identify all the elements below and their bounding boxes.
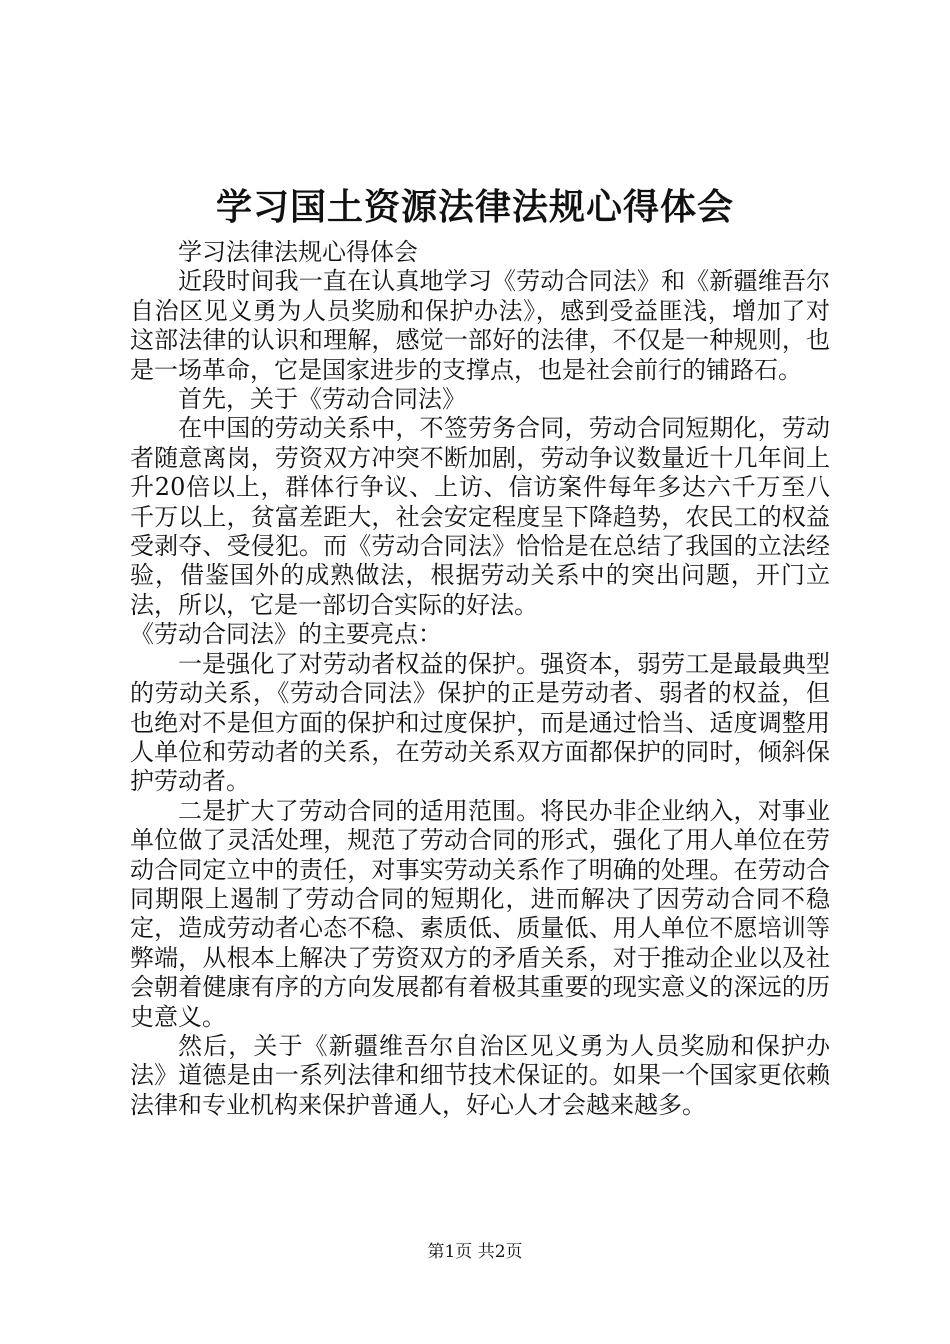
section-heading-paragraph: 首先，关于《劳动合同法》 bbox=[178, 385, 466, 414]
subtitle-paragraph: 学习法律法规心得体会 bbox=[178, 238, 418, 266]
body-paragraph: 近段时间我一直在认真地学习《劳动合同法》和《新疆维吾尔自治区见义勇为人员奖励和保护办法》，感到受益匪浅，增加了对这部法律的认识和理解，感觉一部好的法律，不仅是一种规则，也是一场革命，它是国家进步的支撑点，也是社会前行的铺路石。 bbox=[130, 267, 830, 384]
body-paragraph: 然后，关于《新疆维吾尔自治区见义勇为人员奖励和保护办法》道德是由一系列法律和细节技术保证的。如果一个国家更依赖法律和专业机构来保护普通人，好心人才会越来越多。 bbox=[130, 1031, 830, 1119]
body-paragraph: 一是强化了对劳动者权益的保护。强资本，弱劳工是最最典型的劳动关系，《劳动合同法》保护的正是劳动者、弱者的权益，但也绝对不是但方面的保护和过度保护，而是通过恰当、适度调整用人单位和劳动者的关系，在劳动关系双方面都保护的同时，倾斜保护劳动者。 bbox=[130, 649, 830, 796]
body-paragraph: 二是扩大了劳动合同的适用范围。将民办非企业纳入，对事业单位做了灵活处理，规范了劳动合同的形式，强化了用人单位在劳动合同定立中的责任，对事实劳动关系作了明确的处理。在劳动合同期限上遏制了劳动合同的短期化，进而解决了因劳动合同不稳定，造成劳动者心态不稳、素质低、质量低、用人单位不愿培训等弊端，从根本上解决了劳资双方的矛盾关系，对于推动企业以及社会朝着健康有序的方向发展都有着极其重要的现实意义的深远的历史意义。 bbox=[130, 796, 830, 1031]
body-paragraph: 在中国的劳动关系中，不签劳务合同，劳动合同短期化，劳动者随意离岗，劳资双方冲突不断加剧，劳动争议数量近十几年间上升20倍以上，群体行争议、上访、信访案件每年多达六千万至八千万以上，贫富差距大，社会安定程度呈下降趋势，农民工的权益受剥夺、受侵犯。而《劳动合同法》恰恰是在总结了我国的立法经验，借鉴国外的成熟做法，根据劳动关系中的突出问题，开门立法，所以，它是一部切合实际的好法。 bbox=[130, 414, 830, 619]
document-body bbox=[130, 238, 830, 1120]
document-title: 学习国土资源法律法规心得体会 bbox=[215, 186, 734, 228]
page-footer: 第1页 共2页 bbox=[427, 1242, 523, 1262]
highlights-heading-paragraph: 《劳动合同法》的主要亮点： bbox=[130, 620, 442, 649]
